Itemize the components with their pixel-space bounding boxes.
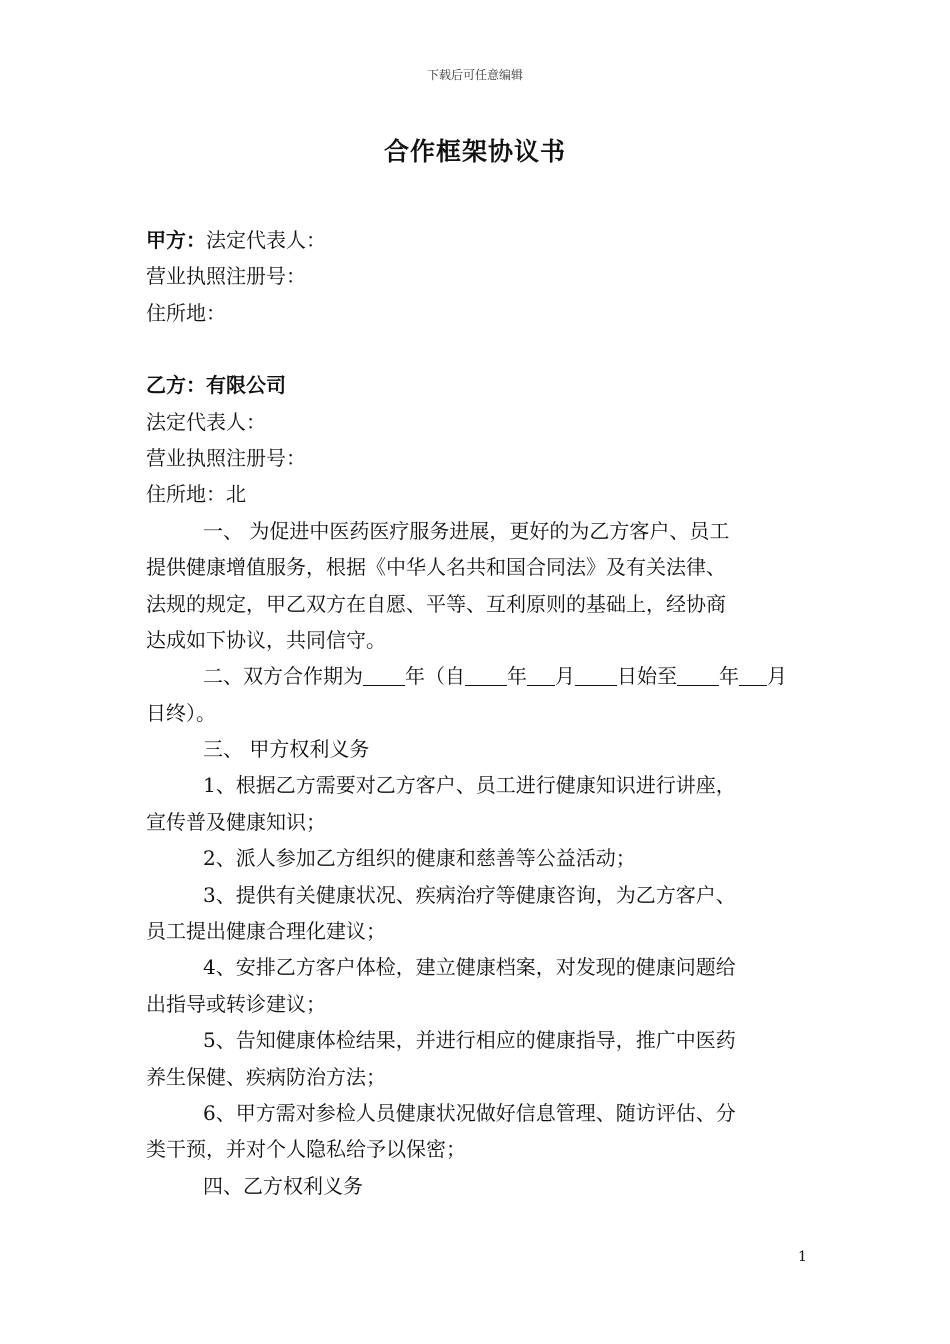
item-line: 6、甲方需对参检人员健康状况做好信息管理、随访评估、分 bbox=[203, 1100, 736, 1125]
clause2-text: 月 bbox=[555, 664, 575, 689]
blank-field bbox=[575, 665, 617, 686]
item-line: 养生保健、疾病防治方法； bbox=[146, 1064, 386, 1089]
party-b-license: 营业执照注册号： bbox=[146, 445, 306, 470]
clause2-text: 月 bbox=[767, 664, 787, 689]
clause2-text: 年 bbox=[719, 664, 739, 689]
clause2-text: 年（自 bbox=[405, 664, 465, 689]
item-line: 3、提供有关健康状况、疾病治疗等健康咨询，为乙方客户、 bbox=[203, 882, 736, 907]
clause2-text: 日始至 bbox=[617, 664, 677, 689]
clause1-line: 一、 为促进中医药医疗服务进展，更好的为乙方客户、员工 bbox=[203, 518, 730, 543]
page-number: 1 bbox=[798, 1249, 807, 1265]
clause1-line: 达成如下协议，共同信守。 bbox=[146, 627, 386, 652]
party-a-line bbox=[146, 222, 806, 258]
item-line: 2、派人参加乙方组织的健康和慈善等公益活动； bbox=[203, 846, 636, 871]
document-body bbox=[146, 222, 806, 1204]
header-note: 下载后可任意编辑 bbox=[426, 68, 523, 82]
item-line: 出指导或转诊建议； bbox=[146, 991, 326, 1016]
party-b-rep: 法定代表人： bbox=[146, 409, 266, 434]
item-line: 4、安排乙方客户体检，建立健康档案，对发现的健康问题给 bbox=[203, 955, 736, 980]
clause2-text: 年 bbox=[507, 664, 527, 689]
document-title: 合作框架协议书 bbox=[383, 137, 566, 166]
blank-field bbox=[677, 665, 719, 686]
clause4-heading: 四、乙方权利义务 bbox=[203, 1173, 363, 1198]
clause1-line: 法规的规定，甲乙双方在自愿、平等、互利原则的基础上，经协商 bbox=[146, 591, 726, 616]
party-a-license: 营业执照注册号： bbox=[146, 264, 306, 289]
item-line: 宣传普及健康知识； bbox=[146, 809, 326, 834]
item-line: 类干预，并对个人隐私给予以保密； bbox=[146, 1137, 466, 1162]
clause2-text: 二、双方合作期为 bbox=[203, 664, 363, 689]
party-b-label: 乙方：有限公司 bbox=[146, 373, 286, 398]
party-b-address: 住所地：北 bbox=[146, 482, 246, 507]
item-line: 1、根据乙方需要对乙方客户、员工进行健康知识进行讲座， bbox=[203, 773, 736, 798]
blank-field bbox=[739, 665, 767, 686]
party-a-label: 甲方： bbox=[146, 228, 206, 252]
clause1-line: 提供健康增值服务，根据《中华人名共和国合同法》及有关法律、 bbox=[146, 555, 726, 580]
item-line: 5、告知健康体检结果，并进行相应的健康指导，推广中医药 bbox=[203, 1028, 736, 1053]
party-a-rep: 法定代表人： bbox=[206, 228, 326, 252]
party-a-address: 住所地： bbox=[146, 300, 226, 325]
spacer bbox=[146, 331, 806, 367]
blank-field bbox=[363, 665, 405, 686]
clause3-heading: 三、 甲方权利义务 bbox=[203, 737, 370, 762]
item-line: 员工提出健康合理化建议； bbox=[146, 919, 386, 944]
clause2-line bbox=[146, 658, 806, 694]
clause2-line2: 日终）。 bbox=[146, 700, 216, 725]
blank-field bbox=[527, 665, 555, 686]
blank-field bbox=[465, 665, 507, 686]
